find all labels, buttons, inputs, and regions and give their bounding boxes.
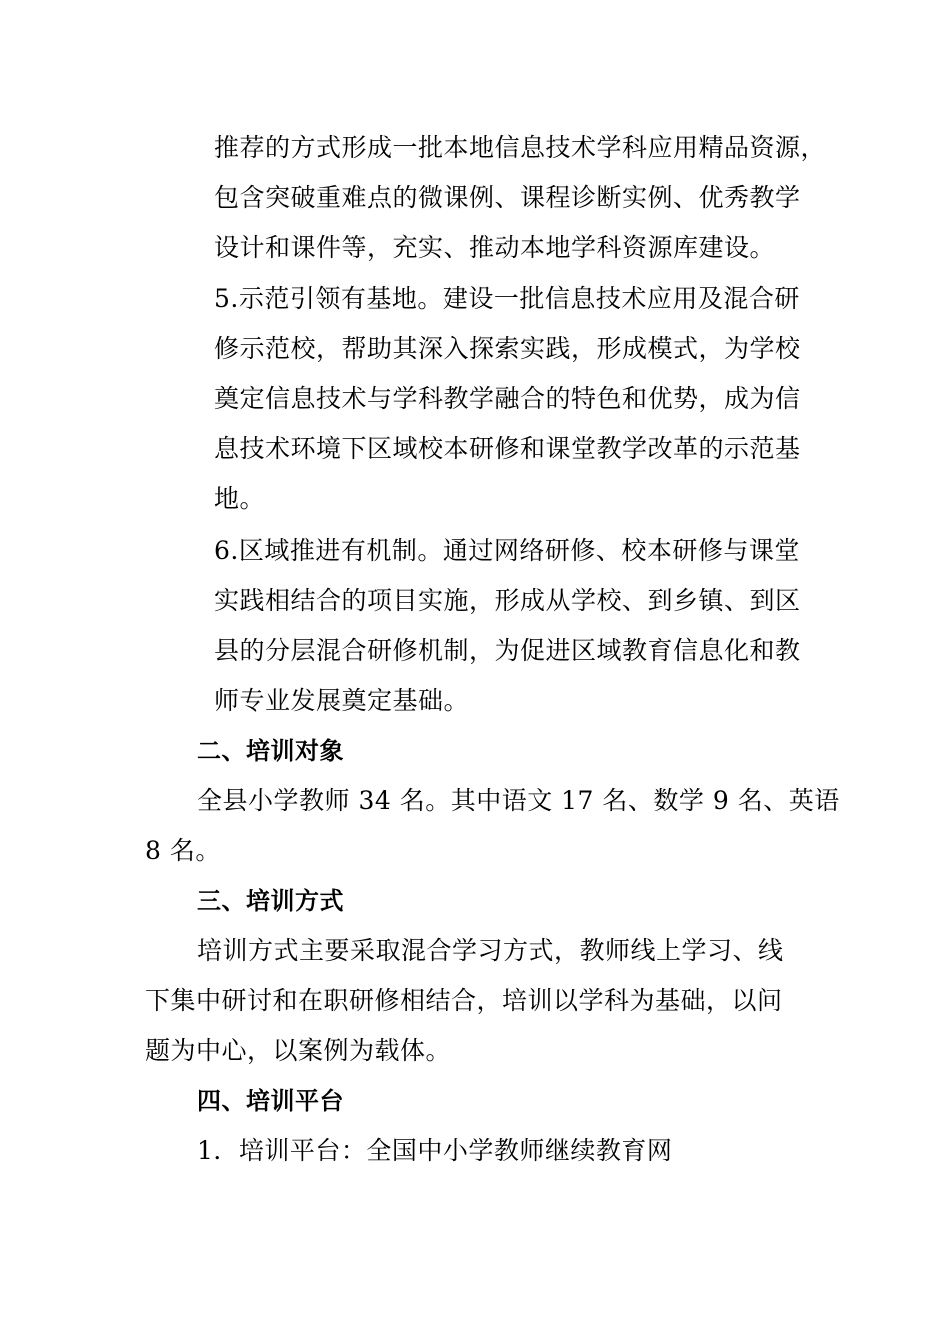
section-heading: 三、培训方式 [197,887,344,915]
body-text-line: 5.示范引领有基地。建设一批信息技术应用及混合研 [214,284,800,313]
body-text-line: 息技术环境下区域校本研修和课堂教学改革的示范基 [214,434,801,463]
body-text-line: 奠定信息技术与学科教学融合的特色和优势，成为信 [214,384,801,413]
body-text-line: 推荐的方式形成一批本地信息技术学科应用精品资源， [214,133,827,162]
body-text-line: 设计和课件等，充实、推动本地学科资源库建设。 [214,233,776,262]
body-text-line: 修示范校，帮助其深入探索实践，形成模式，为学校 [214,334,801,363]
body-text-line: 1．培训平台：全国中小学教师继续教育网 [197,1136,673,1165]
body-text-line: 县的分层混合研修机制，为促进区域教育信息化和教 [214,636,801,665]
body-text-line: 6.区域推进有机制。通过网络研修、校本研修与课堂 [214,536,800,565]
body-text-line: 全县小学教师 34 名。其中语文 17 名、数学 9 名、英语 [197,786,840,815]
section-heading: 四、培训平台 [197,1087,344,1115]
body-text-line: 培训方式主要采取混合学习方式，教师线上学习、线 [197,936,784,965]
body-text-line: 下集中研讨和在职研修相结合，培训以学科为基础，以问 [145,986,783,1015]
body-text-line: 师专业发展奠定基础。 [214,686,470,715]
body-text-line: 包含突破重难点的微课例、课程诊断实例、优秀教学 [214,183,801,212]
body-text-line: 地。 [214,484,266,513]
body-text-line: 实践相结合的项目实施，形成从学校、到乡镇、到区 [214,586,801,615]
body-text-line: 8 名。 [145,836,221,865]
body-text-line: 题为中心，以案例为载体。 [145,1036,452,1065]
section-heading: 二、培训对象 [197,737,344,765]
